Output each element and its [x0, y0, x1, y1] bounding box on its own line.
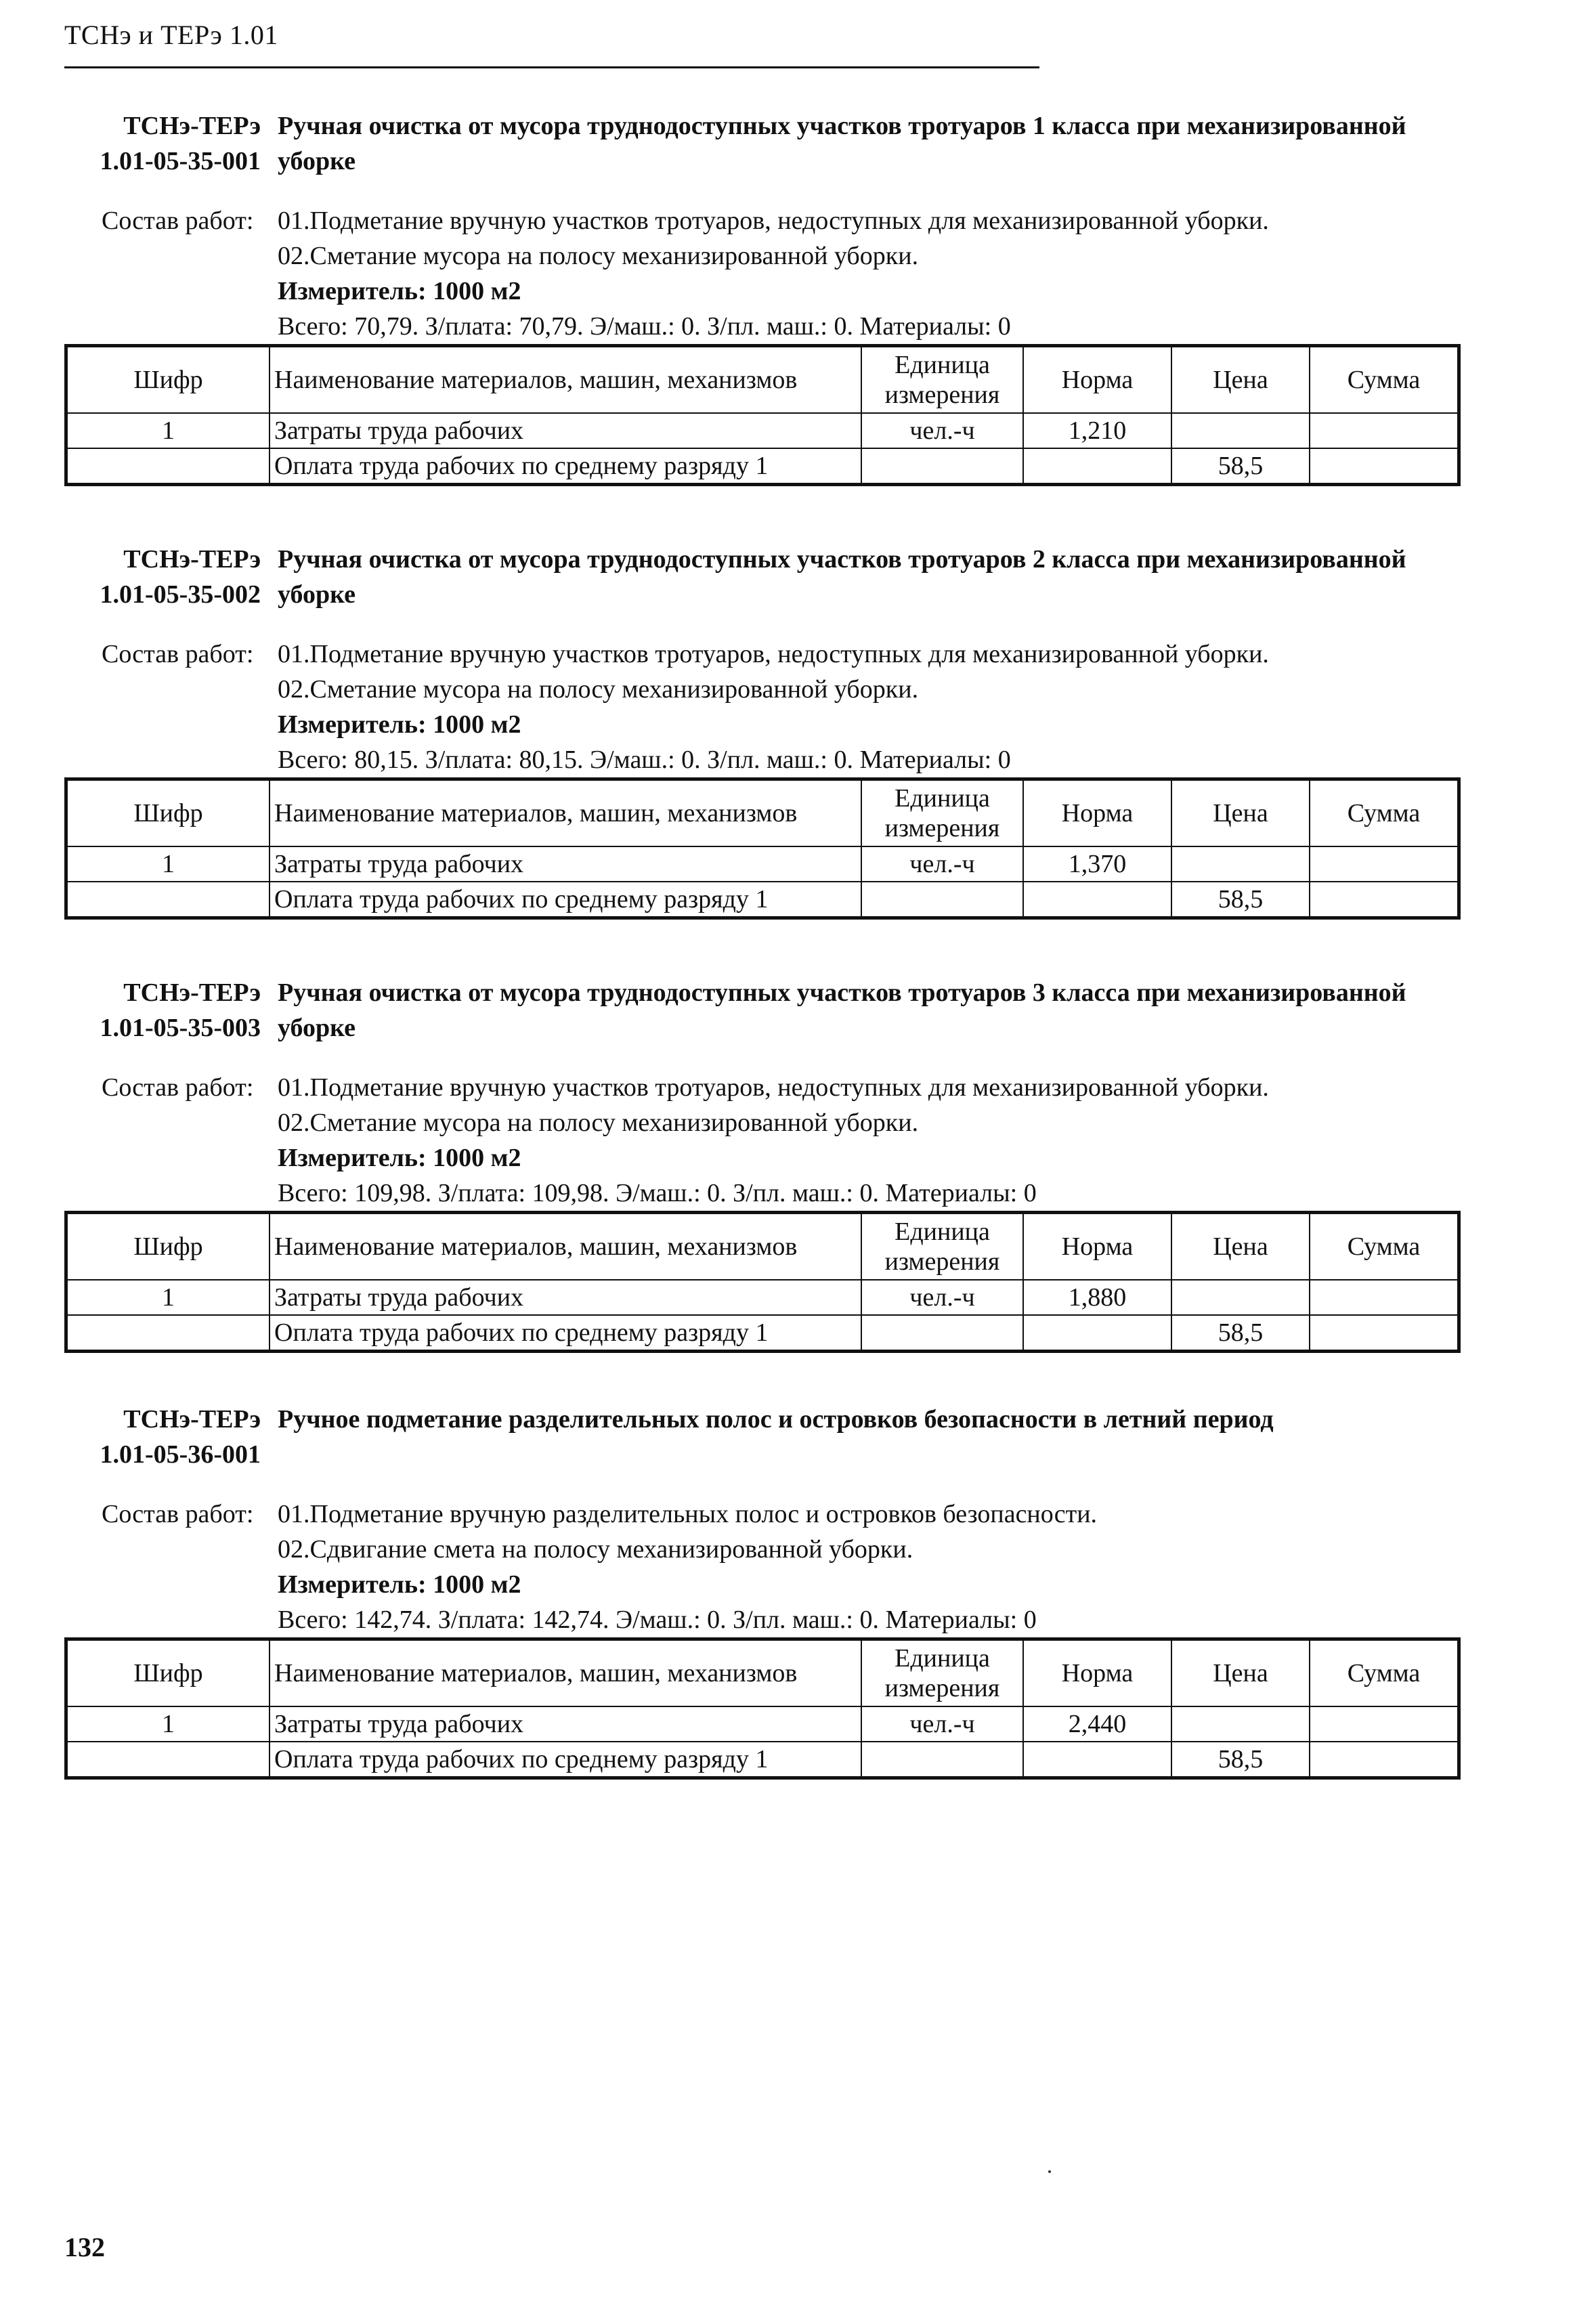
section-heading	[64, 1402, 1439, 1476]
norm-section	[64, 108, 1439, 486]
col-header-unit	[861, 346, 1023, 414]
meter-label: Измеритель: 1000 м2	[278, 710, 521, 739]
norm-table	[64, 1637, 1461, 1780]
work-item: 02.Сдвигание смета на полосу механизированной уборки.	[278, 1535, 913, 1564]
cell-name: Оплата труда рабочих по среднему разряду 1	[270, 1742, 861, 1778]
composition-label: Состав работ:	[102, 1073, 254, 1102]
cell-sum	[1310, 448, 1459, 485]
section-body	[64, 203, 1439, 486]
table-row	[66, 1742, 1459, 1778]
col-header-name: Наименование материалов, машин, механизмов	[270, 1639, 861, 1707]
col-header-unit-line2: измерения	[884, 381, 1000, 409]
section-code	[64, 542, 261, 612]
table-row	[66, 1280, 1459, 1315]
norm-table	[64, 777, 1461, 920]
col-header-unit-line1: Единица	[895, 784, 990, 813]
table-row	[66, 846, 1459, 882]
col-header-price: Цена	[1171, 1639, 1310, 1707]
page-number: 132	[64, 2232, 105, 2262]
section-title: Ручное подметание разделительных полос и островков безопасности в летний период	[278, 1405, 1274, 1434]
cell-code	[66, 882, 270, 918]
composition-label: Состав работ:	[102, 640, 254, 668]
col-header-name: Наименование материалов, машин, механизмов	[270, 779, 861, 847]
cell-price	[1171, 846, 1310, 882]
table-header-row	[66, 346, 1459, 414]
col-header-code: Шифр	[66, 1639, 270, 1707]
work-item-text: 01.Подметание вручную участков тротуаров, недоступных для механизированной уборки.	[278, 1073, 1269, 1102]
section-code	[64, 975, 261, 1046]
totals-line: Всего: 109,98. З/плата: 109,98. Э/маш.: 0. З/пл. маш.: 0. Материалы: 0	[278, 1179, 1037, 1207]
col-header-code: Шифр	[66, 1213, 270, 1281]
header-rule	[64, 66, 1039, 68]
work-item	[64, 637, 1439, 672]
cell-price: 58,5	[1171, 1742, 1310, 1778]
cell-sum	[1310, 1280, 1459, 1315]
col-header-unit	[861, 779, 1023, 847]
col-header-unit-line1: Единица	[895, 1644, 990, 1673]
section-body	[64, 1497, 1439, 1780]
col-header-norm: Норма	[1023, 779, 1171, 847]
cell-name: Затраты труда рабочих	[270, 1706, 861, 1742]
col-header-unit-line1: Единица	[895, 351, 990, 379]
col-header-sum: Сумма	[1310, 1639, 1459, 1707]
cell-norm	[1023, 1742, 1171, 1778]
work-item: 02.Сметание мусора на полосу механизированной уборки.	[278, 1109, 919, 1137]
table-header-row	[66, 1213, 1459, 1281]
cell-norm: 1,370	[1023, 846, 1171, 882]
page-header-title: ТСНэ и ТЕРэ 1.01	[64, 20, 278, 50]
col-header-price: Цена	[1171, 1213, 1310, 1281]
section-code	[64, 108, 261, 179]
cell-code	[66, 1742, 270, 1778]
col-header-code: Шифр	[66, 779, 270, 847]
cell-name: Оплата труда рабочих по среднему разряду 1	[270, 882, 861, 918]
section-code-line1: ТСНэ-ТЕРэ	[123, 112, 261, 140]
col-header-sum: Сумма	[1310, 346, 1459, 414]
work-item-text: 01.Подметание вручную разделительных полос и островков безопасности.	[278, 1500, 1098, 1528]
scan-speck	[1048, 2170, 1051, 2173]
cell-norm	[1023, 448, 1171, 485]
cell-price: 58,5	[1171, 1315, 1310, 1352]
col-header-price: Цена	[1171, 346, 1310, 414]
cell-code	[66, 448, 270, 485]
col-header-code: Шифр	[66, 346, 270, 414]
col-header-sum: Сумма	[1310, 1213, 1459, 1281]
cell-unit	[861, 882, 1023, 918]
cell-unit	[861, 448, 1023, 485]
section-heading	[64, 108, 1439, 183]
cell-price	[1171, 1706, 1310, 1742]
meter-label: Измеритель: 1000 м2	[278, 1144, 521, 1172]
section-code-line1: ТСНэ-ТЕРэ	[123, 545, 261, 574]
section-code-line2: 1.01-05-36-001	[100, 1440, 261, 1469]
norm-section	[64, 1402, 1439, 1780]
meter-label: Измеритель: 1000 м2	[278, 277, 521, 305]
section-code	[64, 1402, 261, 1472]
norm-table	[64, 344, 1461, 486]
table-row	[66, 448, 1459, 485]
cell-norm: 1,880	[1023, 1280, 1171, 1315]
section-title: Ручная очистка от мусора труднодоступных участков тротуаров 2 класса при механизированной уборке	[278, 545, 1406, 609]
col-header-name: Наименование материалов, машин, механизмов	[270, 1213, 861, 1281]
cell-price: 58,5	[1171, 448, 1310, 485]
cell-price	[1171, 1280, 1310, 1315]
cell-name: Оплата труда рабочих по среднему разряду 1	[270, 1315, 861, 1352]
table-header-row	[66, 779, 1459, 847]
section-code-line1: ТСНэ-ТЕРэ	[123, 978, 261, 1007]
col-header-norm: Норма	[1023, 346, 1171, 414]
work-item-text: 01.Подметание вручную участков тротуаров, недоступных для механизированной уборки.	[278, 640, 1269, 668]
norm-section	[64, 542, 1439, 920]
work-item: 02.Сметание мусора на полосу механизированной уборки.	[278, 675, 919, 704]
section-code-line2: 1.01-05-35-003	[100, 1014, 261, 1042]
cell-code	[66, 1315, 270, 1352]
composition-label: Состав работ:	[102, 1500, 254, 1528]
cell-sum	[1310, 1742, 1459, 1778]
cell-unit	[861, 1742, 1023, 1778]
table-row	[66, 1315, 1459, 1352]
cell-unit	[861, 1315, 1023, 1352]
section-title: Ручная очистка от мусора труднодоступных участков тротуаров 3 класса при механизированной уборке	[278, 978, 1406, 1042]
norm-section	[64, 975, 1439, 1353]
cell-unit: чел.-ч	[861, 846, 1023, 882]
col-header-unit-line2: измерения	[884, 814, 1000, 842]
cell-price	[1171, 413, 1310, 448]
section-code-line2: 1.01-05-35-002	[100, 580, 261, 609]
cell-unit: чел.-ч	[861, 413, 1023, 448]
cell-code: 1	[66, 846, 270, 882]
section-heading	[64, 542, 1439, 616]
work-item	[64, 203, 1439, 238]
table-row	[66, 882, 1459, 918]
cell-sum	[1310, 846, 1459, 882]
table-row	[66, 413, 1459, 448]
cell-code: 1	[66, 1706, 270, 1742]
cell-unit: чел.-ч	[861, 1706, 1023, 1742]
col-header-unit-line2: измерения	[884, 1247, 1000, 1276]
cell-name: Затраты труда рабочих	[270, 413, 861, 448]
section-title: Ручная очистка от мусора труднодоступных участков тротуаров 1 класса при механизированной уборке	[278, 112, 1406, 175]
col-header-name: Наименование материалов, машин, механизмов	[270, 346, 861, 414]
cell-code: 1	[66, 413, 270, 448]
cell-unit: чел.-ч	[861, 1280, 1023, 1315]
work-item	[64, 1070, 1439, 1105]
cell-name: Затраты труда рабочих	[270, 846, 861, 882]
col-header-norm: Норма	[1023, 1213, 1171, 1281]
table-header-row	[66, 1639, 1459, 1707]
cell-sum	[1310, 413, 1459, 448]
work-item: 02.Сметание мусора на полосу механизированной уборки.	[278, 242, 919, 270]
cell-norm	[1023, 1315, 1171, 1352]
totals-line: Всего: 80,15. З/плата: 80,15. Э/маш.: 0. З/пл. маш.: 0. Материалы: 0	[278, 746, 1011, 774]
col-header-unit	[861, 1639, 1023, 1707]
cell-price: 58,5	[1171, 882, 1310, 918]
section-body	[64, 637, 1439, 920]
work-item-text: 01.Подметание вручную участков тротуаров, недоступных для механизированной уборки.	[278, 207, 1269, 235]
col-header-unit-line1: Единица	[895, 1218, 990, 1246]
cell-sum	[1310, 882, 1459, 918]
cell-norm: 1,210	[1023, 413, 1171, 448]
meter-label: Измеритель: 1000 м2	[278, 1570, 521, 1599]
col-header-price: Цена	[1171, 779, 1310, 847]
cell-name: Оплата труда рабочих по среднему разряду 1	[270, 448, 861, 485]
section-code-line2: 1.01-05-35-001	[100, 147, 261, 175]
cell-norm	[1023, 882, 1171, 918]
section-body	[64, 1070, 1439, 1353]
table-row	[66, 1706, 1459, 1742]
cell-sum	[1310, 1315, 1459, 1352]
totals-line: Всего: 142,74. З/плата: 142,74. Э/маш.: 0. З/пл. маш.: 0. Материалы: 0	[278, 1606, 1037, 1634]
norm-table	[64, 1211, 1461, 1353]
totals-line: Всего: 70,79. З/плата: 70,79. Э/маш.: 0. З/пл. маш.: 0. Материалы: 0	[278, 312, 1011, 341]
section-heading	[64, 975, 1439, 1050]
section-code-line1: ТСНэ-ТЕРэ	[123, 1405, 261, 1434]
col-header-sum: Сумма	[1310, 779, 1459, 847]
cell-code: 1	[66, 1280, 270, 1315]
work-item	[64, 1497, 1439, 1532]
composition-label: Состав работ:	[102, 207, 254, 235]
col-header-unit-line2: измерения	[884, 1674, 1000, 1702]
col-header-norm: Норма	[1023, 1639, 1171, 1707]
cell-sum	[1310, 1706, 1459, 1742]
col-header-unit	[861, 1213, 1023, 1281]
cell-name: Затраты труда рабочих	[270, 1280, 861, 1315]
cell-norm: 2,440	[1023, 1706, 1171, 1742]
